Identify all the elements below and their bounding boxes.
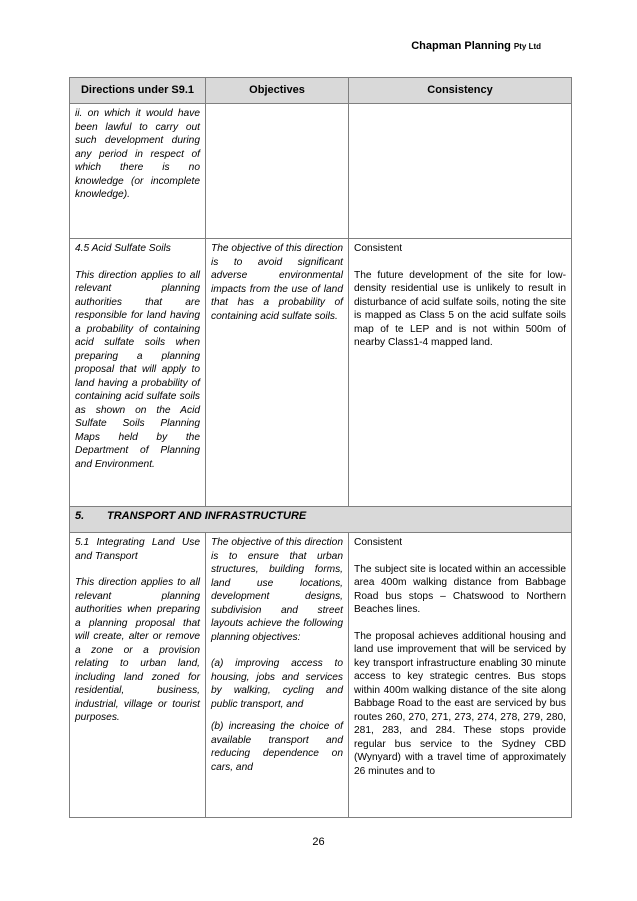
objectives-intro: The objective of this direction is to ensure that urban structures, building forms, land use locations, development designs, subdivision and street layouts achieve the following planning objectives: bbox=[211, 537, 343, 643]
direction-text: ii. on which it would have been lawful to carry out such development during any period in respect of which there is no knowledge (or incomplete knowledge). bbox=[75, 108, 200, 200]
table-row bbox=[70, 239, 572, 507]
consistency-status: Consistent bbox=[354, 243, 403, 254]
objective-b: (b) increasing the choice of available transport and reducing dependence on cars, and bbox=[211, 721, 343, 773]
column-header-objectives: Objectives bbox=[206, 78, 349, 104]
section-heading-row bbox=[70, 507, 572, 533]
company-suffix: Pty Ltd bbox=[513, 42, 541, 51]
section-number: 5. bbox=[75, 510, 85, 522]
section-heading bbox=[70, 507, 572, 533]
page-number: 26 bbox=[312, 836, 325, 848]
section-title: TRANSPORT AND INFRASTRUCTURE bbox=[107, 510, 307, 522]
company-name: Chapman Planning bbox=[411, 40, 511, 52]
objective-a: (a) improving access to housing, jobs and services by walking, cycling and public transport, and bbox=[211, 658, 343, 710]
table-row bbox=[70, 533, 572, 818]
consistency-cell bbox=[349, 533, 572, 818]
direction-text: This direction applies to all relevant planning authorities that are responsible for land having a probability of containing acid sulfate soils when preparing a planning proposal that will apply to land having a probability of containing acid sulfate soils as shown on the Acid Sulfate Soils Planning Maps held by the Department of Planning and Environment. bbox=[75, 269, 200, 470]
column-header-consistency: Consistency bbox=[349, 78, 572, 104]
consistency-text: The proposal achieves additional housing and land use improvement that will be serviced by key transport infrastructure enabling 30 minute access to key strategic centres. Bus stops within 400m walking distance of the site along Babbage Road to the east are serviced by bus routes 260, 270, 271, 273, 274, 278, 279, 280, 281, 283, and 284. These stops provide regular bus service to the Sydney CBD (Wynyard) with a travel time of approximately 26 minutes and to bbox=[354, 630, 566, 777]
consistency-text: The future development of the site for low-density residential use is unlikely to result in disturbance of acid sulfate soils, noting the site is mapped as Class 5 on the acid sulfate soils map of te LEP and is not within 500m of nearby Class1-4 mapped land. bbox=[354, 269, 566, 348]
direction-title: 4.5 Acid Sulfate Soils bbox=[75, 243, 171, 254]
consistency-cell bbox=[349, 104, 572, 239]
company-header bbox=[411, 40, 541, 52]
table-row bbox=[70, 104, 572, 239]
objectives-cell bbox=[206, 104, 349, 239]
consistency-text: The subject site is located within an accessible area 400m walking distance from Babbage Road bus stops – Chatswood to Northern Beaches lines. bbox=[354, 563, 566, 615]
direction-text: This direction applies to all relevant planning authorities when preparing a planning proposal that will create, alter or remove a zone or a provision relating to urban land, including land zoned for residential, business, industrial, village or tourist purposes. bbox=[75, 577, 200, 723]
direction-cell bbox=[70, 533, 206, 818]
table-header-row bbox=[70, 78, 572, 104]
consistency-cell bbox=[349, 239, 572, 507]
direction-cell bbox=[70, 239, 206, 507]
consistency-status: Consistent bbox=[354, 537, 403, 548]
s91-directions-table bbox=[69, 77, 572, 818]
objectives-text: The objective of this direction is to avoid significant adverse environmental impacts from the use of land that has a probability of containing acid sulfate soils. bbox=[211, 243, 343, 322]
direction-cell bbox=[70, 104, 206, 239]
objectives-cell bbox=[206, 239, 349, 507]
column-header-directions: Directions under S9.1 bbox=[70, 78, 206, 104]
direction-title: 5.1 Integrating Land Use and Transport bbox=[75, 537, 200, 562]
objectives-cell bbox=[206, 533, 349, 818]
